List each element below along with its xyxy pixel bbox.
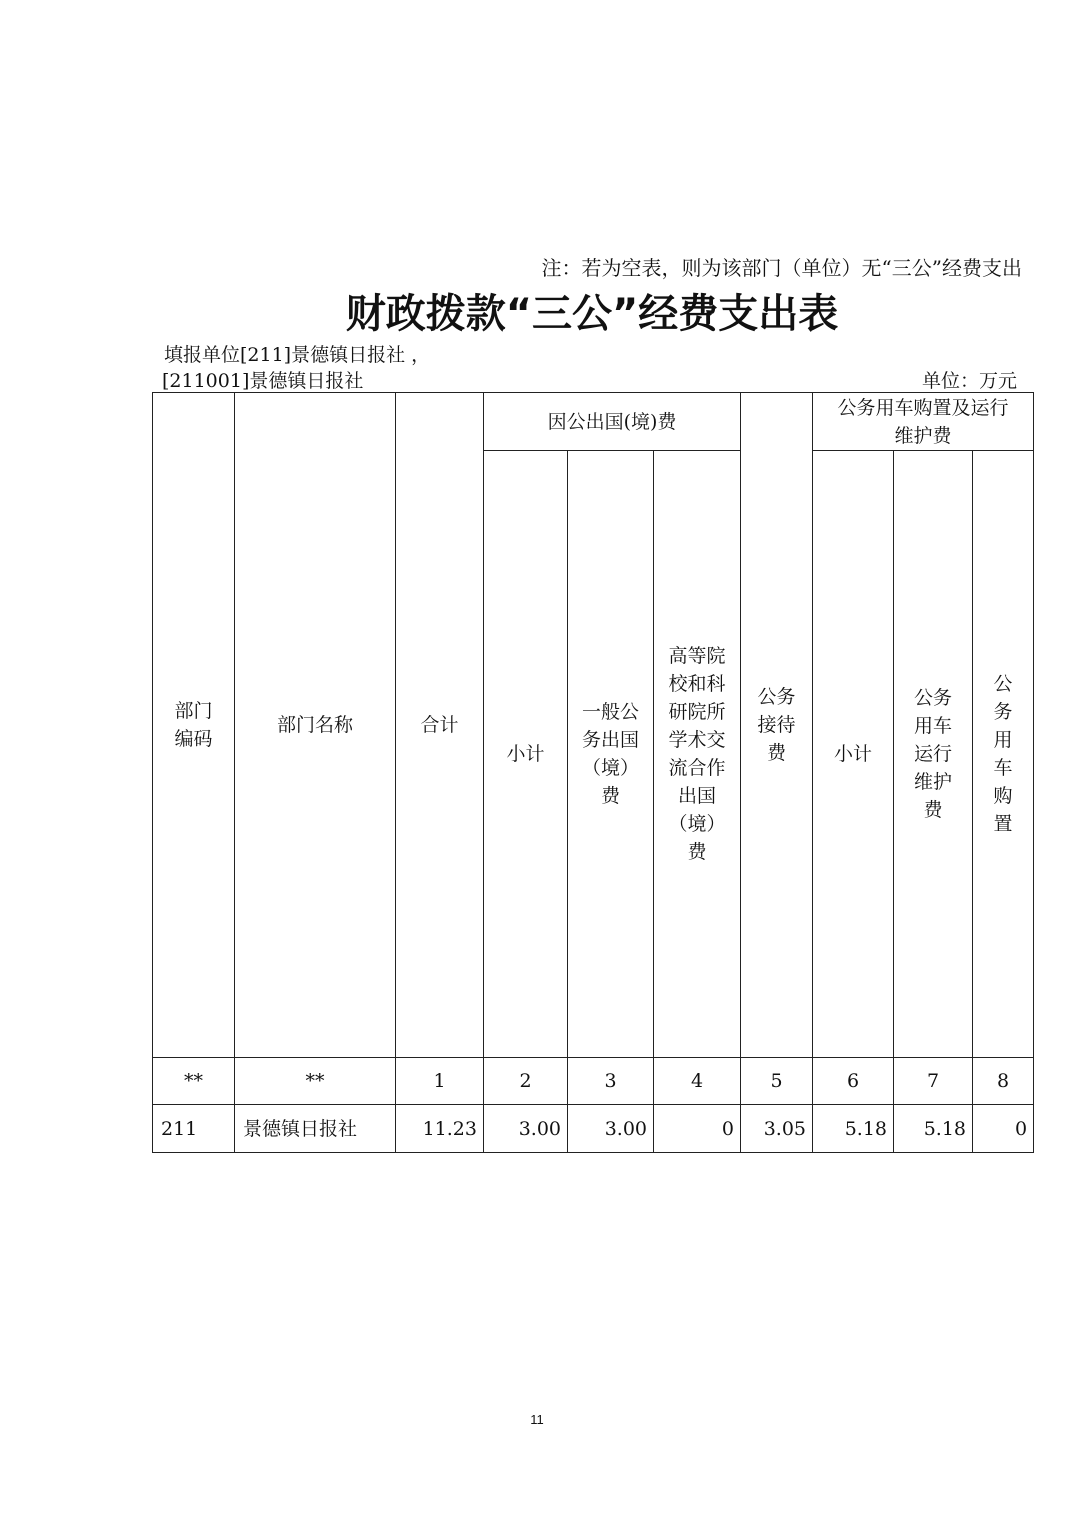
index-cell: ** bbox=[235, 1058, 396, 1105]
index-cell: 6 bbox=[813, 1058, 894, 1105]
header-vehicle-operation: 公务 用车 运行 维护 费 bbox=[894, 451, 973, 1058]
filler-unit-line1: 填报单位[211]景德镇日报社 ， bbox=[164, 344, 431, 366]
header-vehicle-subtotal: 小计 bbox=[813, 451, 894, 1058]
index-cell: 2 bbox=[484, 1058, 568, 1105]
page-title: 财政拨款“三公”经费支出表 bbox=[345, 291, 839, 337]
cell-vehicle-purchase: 0 bbox=[973, 1105, 1034, 1153]
table-row bbox=[153, 1105, 1034, 1153]
index-cell: 8 bbox=[973, 1058, 1034, 1105]
header-reception: 公务 接待 费 bbox=[741, 393, 813, 1058]
index-cell: 3 bbox=[568, 1058, 654, 1105]
index-cell: 1 bbox=[396, 1058, 484, 1105]
currency-unit: 单位：万元 bbox=[921, 370, 1017, 392]
index-cell: 5 bbox=[741, 1058, 813, 1105]
header-abroad-group: 因公出国(境)费 bbox=[484, 393, 741, 451]
empty-table-note: 注：若为空表，则为该部门（单位）无“三公”经费支出 bbox=[541, 256, 1022, 280]
cell-abroad-academic: 0 bbox=[654, 1105, 741, 1153]
cell-abroad-general: 3.00 bbox=[568, 1105, 654, 1153]
header-vehicle-group: 公务用车购置及运行 维护费 bbox=[813, 393, 1034, 451]
header-abroad-academic: 高等院 校和科 研院所 学术交 流合作 出国 （境） 费 bbox=[654, 451, 741, 1058]
header-vehicle-purchase: 公 务 用 车 购 置 bbox=[973, 451, 1034, 1058]
expense-table bbox=[152, 392, 1034, 1153]
header-total: 合计 bbox=[396, 393, 484, 1058]
page-number: 11 bbox=[530, 1412, 544, 1427]
index-cell: 4 bbox=[654, 1058, 741, 1105]
header-dept-code: 部门 编码 bbox=[153, 393, 235, 1058]
cell-total: 11.23 bbox=[396, 1105, 484, 1153]
filler-unit-line2: [211001]景德镇日报社 bbox=[162, 370, 364, 392]
cell-vehicle-subtotal: 5.18 bbox=[813, 1105, 894, 1153]
header-dept-name: 部门名称 bbox=[235, 393, 396, 1058]
header-abroad-subtotal: 小计 bbox=[484, 451, 568, 1058]
cell-dept-code: 211 bbox=[153, 1105, 235, 1153]
index-row bbox=[153, 1058, 1034, 1105]
header-abroad-general: 一般公 务出国 （境） 费 bbox=[568, 451, 654, 1058]
cell-vehicle-operation: 5.18 bbox=[894, 1105, 973, 1153]
cell-reception: 3.05 bbox=[741, 1105, 813, 1153]
index-cell: ** bbox=[153, 1058, 235, 1105]
cell-abroad-subtotal: 3.00 bbox=[484, 1105, 568, 1153]
cell-dept-name: 景德镇日报社 bbox=[235, 1105, 396, 1153]
index-cell: 7 bbox=[894, 1058, 973, 1105]
